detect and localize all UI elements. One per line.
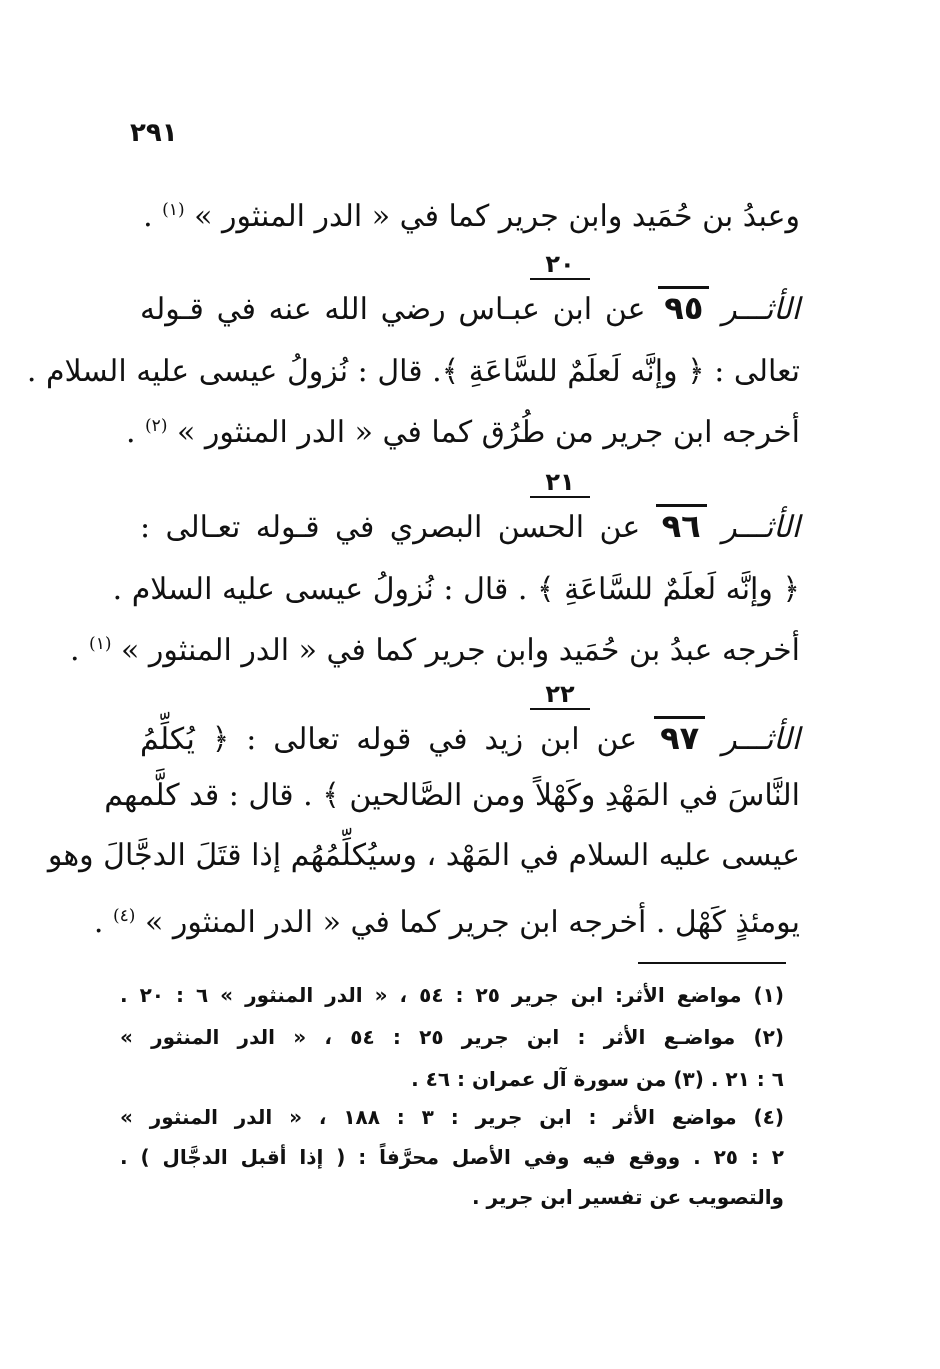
period: . bbox=[69, 633, 80, 668]
footnote-4-end: والتصويب عن تفسير ابن جرير . bbox=[472, 1185, 784, 1209]
athar-number: ٩٧ bbox=[654, 716, 705, 757]
text-line: عن ابن عبـاس رضي الله عنه في قـوله bbox=[140, 292, 646, 327]
athar-number: ٩٥ bbox=[658, 286, 709, 327]
intro-line bbox=[140, 190, 800, 237]
footnote-1: (١) مواضع الأثر: ابن جرير ٢٥ : ٥٤ ، « الدر المنثور » ٦ : ٢٠ . bbox=[120, 983, 784, 1007]
footnote-2: (٢) مواضـع الأثر : ابن جرير ٢٥ : ٥٤ ، « الدر المنثور » bbox=[120, 1025, 784, 1049]
athar-first-line bbox=[140, 718, 800, 760]
footnote-2-cont: ٦ : ٢١ . (٣) من سورة آل عمران : ٤٦ . bbox=[411, 1067, 784, 1091]
text-line: ﴿ وإنَّه لَعلَمٌ للسَّاعَةِ ﴾ . قال : نُزولُ عيسى عليه السلام . bbox=[112, 572, 800, 607]
footnote-divider bbox=[638, 962, 786, 964]
section-number: ٢٠ bbox=[530, 250, 590, 280]
text-line: تعالى : ﴿ وإنَّه لَعلَمٌ للسَّاعَةِ ﴾. قال : نُزولُ عيسى عليه السلام . bbox=[26, 354, 800, 389]
text-line-last bbox=[93, 896, 800, 943]
footnote-ref: (٢) bbox=[145, 416, 168, 436]
text-line: عن ابن زيد في قوله تعالى : ﴿ يُكلِّمُ bbox=[140, 722, 638, 757]
athar-label: الأثـــر bbox=[722, 510, 800, 545]
section-number: ٢١ bbox=[530, 468, 590, 498]
period: . bbox=[93, 905, 104, 940]
athar-label: الأثـــر bbox=[722, 722, 800, 757]
athar-number: ٩٦ bbox=[656, 504, 707, 545]
footnote-4-cont: ٢ : ٢٥ . ووقع فيه وفي الأصل محرَّفاً : ( إذا أقبل الدجَّال ) . bbox=[120, 1145, 784, 1169]
text-line-part: النَّاسَ في المَهْدِ وكَهْلاً ومن الصَّالحين ﴾ . قال : قد كلَّمهم bbox=[104, 778, 800, 813]
period: . bbox=[125, 415, 136, 450]
footnote-ref: (١) bbox=[162, 200, 185, 220]
section-number: ٢٢ bbox=[530, 680, 590, 710]
intro-text: وعبدُ بن حُمَيد وابن جرير كما في « الدر المنثور » bbox=[194, 199, 800, 234]
text-line-last bbox=[69, 624, 800, 671]
athar-first-line bbox=[140, 506, 800, 548]
footnote-ref: (١) bbox=[89, 634, 112, 654]
athar-first-line bbox=[140, 288, 800, 330]
text-line bbox=[104, 776, 800, 816]
athar-label: الأثـــر bbox=[722, 292, 800, 327]
text-line: يومئذٍ كَهْل . أخرجه ابن جرير كما في « الدر المنثور » bbox=[144, 905, 800, 940]
text-line-last bbox=[125, 406, 800, 453]
footnote-ref: (٤) bbox=[113, 906, 136, 926]
page-number: ٢٩١ bbox=[130, 118, 178, 148]
intro-end: . bbox=[143, 199, 153, 234]
text-line: عيسى عليه السلام في المَهْد ، وسيُكلِّمُهُم إذا قتَلَ الدجَّالَ وهو bbox=[47, 838, 800, 873]
text-line: عن الحسن البصري في قـوله تعـالى : bbox=[140, 510, 641, 545]
text-line: أخرجه ابن جرير من طُرُق كما في « الدر المنثور » bbox=[177, 415, 800, 450]
footnote-4: (٤) مواضع الأثر : ابن جرير : ٣ : ١٨٨ ، « الدر المنثور » bbox=[120, 1105, 784, 1129]
text-line: أخرجه عبدُ بن حُمَيد وابن جرير كما في « الدر المنثور » bbox=[121, 633, 800, 668]
